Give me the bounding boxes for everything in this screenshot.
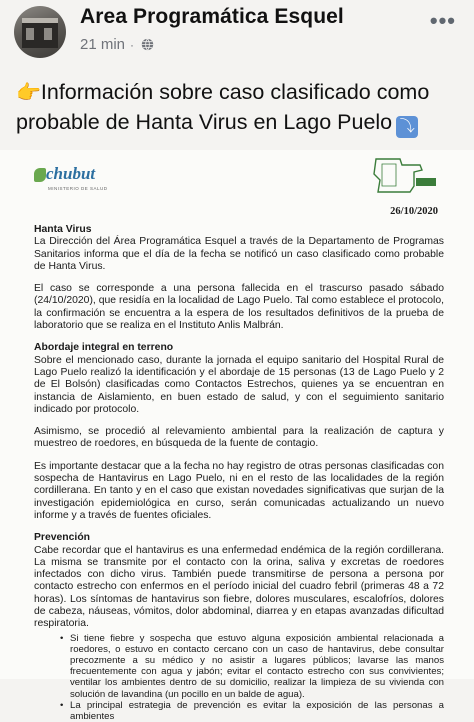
pointing-hand-icon: 👉 xyxy=(16,82,41,104)
globe-icon xyxy=(141,38,154,51)
section-title-hantavirus: Hanta Virus xyxy=(34,224,92,235)
post-message-text: Información sobre caso clasificado como probable de Hanta Virus en Lago Puelo xyxy=(16,80,430,134)
post-meta xyxy=(80,36,154,53)
page-name[interactable]: Area Programática Esquel xyxy=(80,5,344,28)
document-date: 26/10/2020 xyxy=(390,206,438,217)
chubut-logo-mark xyxy=(34,168,46,182)
paragraph-intro: La Dirección del Área Programática Esquel a través de la Departamento de Programas Sanitarios informa que el día de la fecha se notificó un caso clasificado como probable de Hanta Virus. xyxy=(34,236,444,272)
document-image[interactable] xyxy=(0,150,474,722)
more-options-icon[interactable]: ••• xyxy=(429,8,456,33)
chubut-logo-text: chubut xyxy=(46,164,96,183)
list-item: • La principal estrategia de prevención es evitar la exposición de las personas a ambientes xyxy=(60,700,444,722)
avatar-window xyxy=(26,28,34,40)
paragraph-prevention: Cabe recordar que el hantavirus es una enfermedad endémica de la región cordillerana. La misma se transmite por el contacto con la orina, saliva y excretas de roedores infectados con dicho virus. También puede transmitirse de persona a persona por contacto estrecho con enfermos en el período inicial del cuadro febril (primeras 48 a 72 horas). Los síntomas de hantavirus son fiebre, dolores musculares, escalofríos, dolores de cabeza, náuseas, vómitos, dolor abdominal, diarrea y en etapas avanzadas dificultad respiratoria. xyxy=(34,544,444,630)
list-item: • Si tiene fiebre y sospecha que estuvo alguna exposición ambiental relacionada a roedores, o estuvo en contacto cercano con un caso de hantavirus, debe consultar precozmente a su médico y no asistir a lugares públicos; lavarse las manos frecuentemente con agua y jabón; evitar el contacto estrecho con sus convivientes; ventilar los ambientes dentro de su domicilio, realizar la limpieza de su vivienda con solución de lavandina (un pocillo en un balde de agua). xyxy=(60,633,444,700)
section-title-abordaje: Abordaje integral en terreno xyxy=(34,342,174,354)
prevention-list xyxy=(60,633,444,722)
arrow-down-icon: ⤵ xyxy=(396,116,418,138)
paragraph-case: El caso se corresponde a una persona fallecida en el trascurso pasado sábado (24/10/2020), que residía en la localidad de Lago Puelo. Tal como establece el protocolo, la confirmación se encuentra a la espera de los resultados definitivos de la prueba de laboratorio que se realiza en el Instituto Anlis Malbrán. xyxy=(34,283,444,332)
avatar[interactable] xyxy=(14,6,66,58)
avatar-window xyxy=(44,28,52,40)
province-map-logo xyxy=(370,156,438,196)
post-message xyxy=(16,78,466,138)
post-time[interactable]: 21 min xyxy=(80,36,126,53)
paragraph-environment: Asimismo, se procedió al relevamiento ambiental para la realización de captura y muestreo de roedores, en búsqueda de la fuente de contagio. xyxy=(34,426,444,450)
meta-separator: · xyxy=(130,37,135,52)
paragraph-contacts: Sobre el mencionado caso, durante la jornada el equipo sanitario del Hospital Rural de Lago Puelo realizó la identificación y el abordaje de 15 personas (13 de Lago Puelo y 2 de El Bolsón) clasificadas como Contactos Estrechos, quienes ya se encuentran en instancia de Aislamiento, en buen estado de salud, y con el seguimiento sanitario indicado por protocolo. xyxy=(34,354,444,415)
document-body xyxy=(34,224,444,722)
paragraph-no-other-cases: Es importante destacar que a la fecha no hay registro de otras personas clasificadas con sospecha de Hantavirus en Lago Puelo, ni en el resto de las localidades de la región cordillerana. En tanto y en el caso que existan novedades significativas que surjan de la investigación epidemiológica en curso, serán comunicadas actualizando un nuevo informe y a través de fuentes oficiales. xyxy=(34,460,444,521)
chubut-logo xyxy=(34,162,114,196)
post-header xyxy=(0,0,474,68)
chubut-logo-subtext: MINISTERIO DE SALUD xyxy=(48,186,108,191)
section-title-prevencion: Prevención xyxy=(34,532,91,544)
